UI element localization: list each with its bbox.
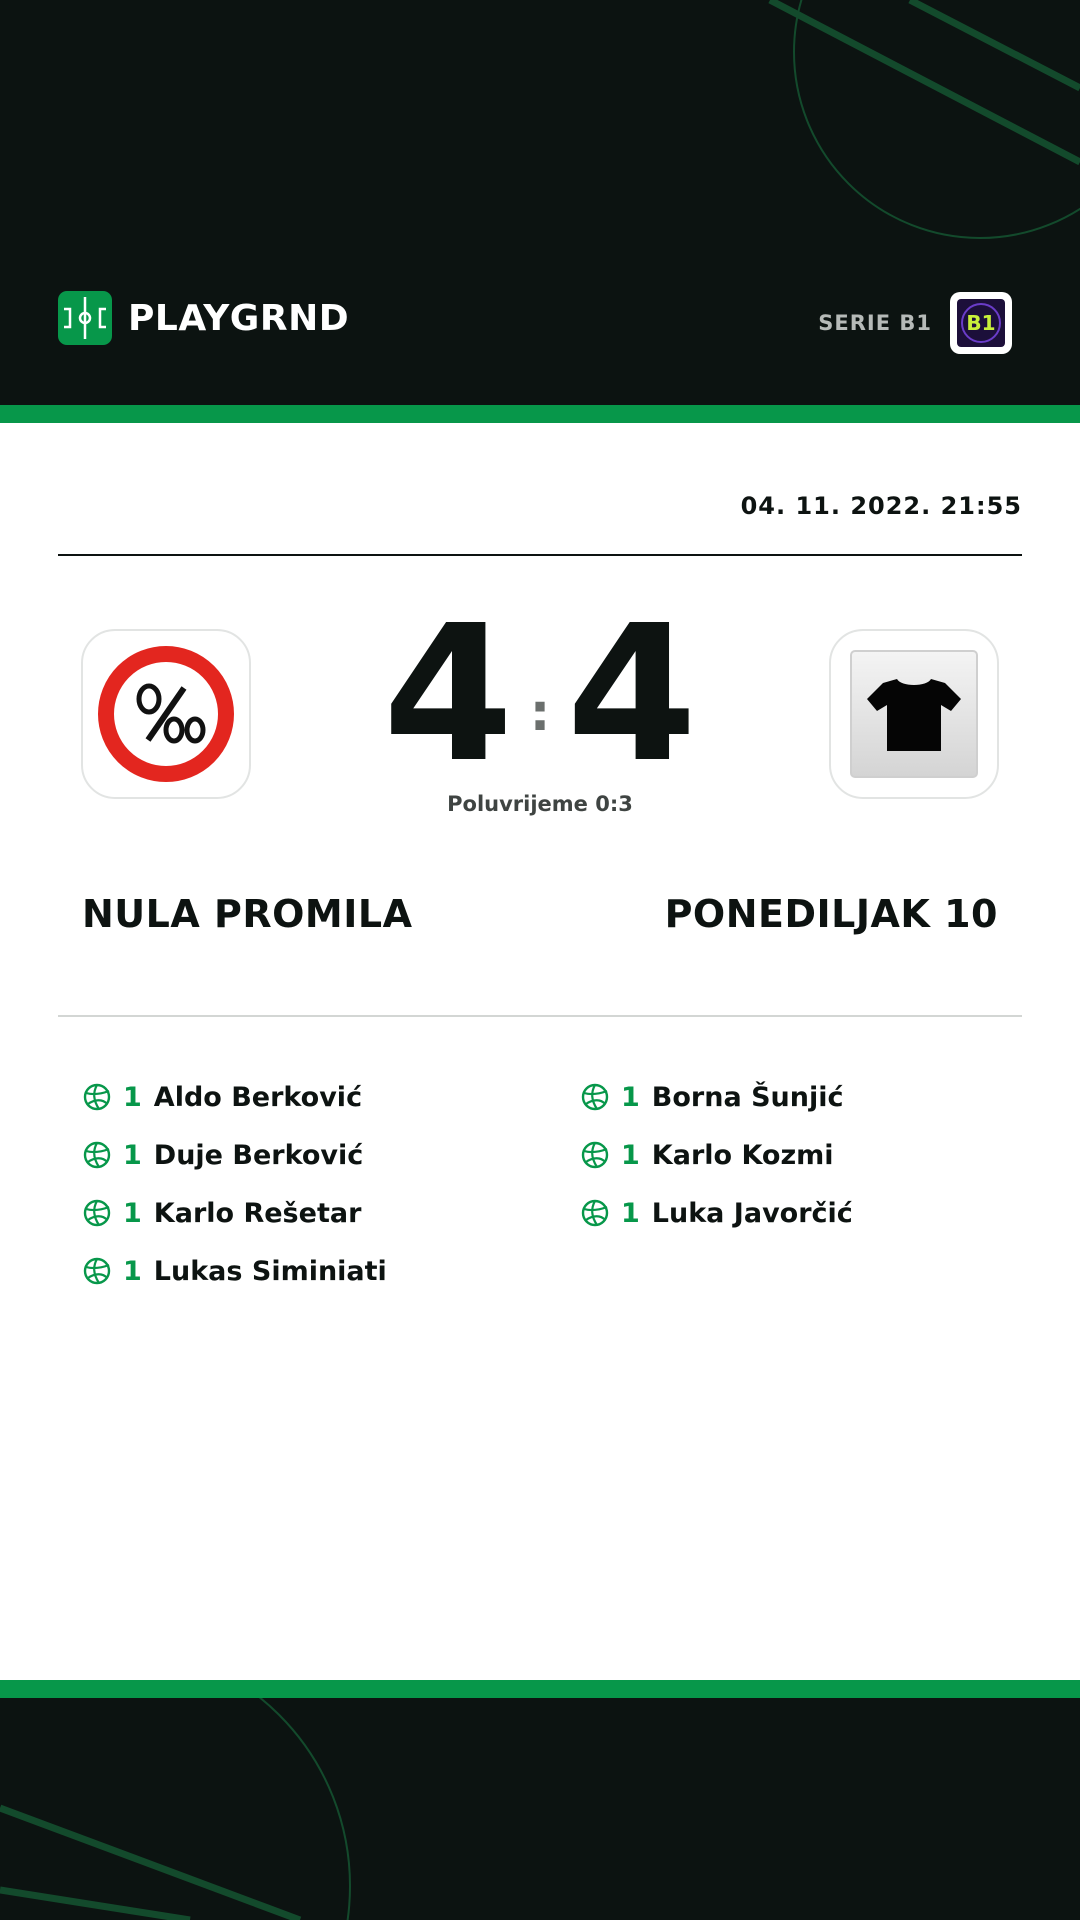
ball-icon (83, 1199, 111, 1227)
away-score: 4 (566, 585, 698, 804)
brand[interactable] (58, 291, 349, 345)
divider (58, 1015, 1022, 1017)
league-badge-icon (957, 299, 1005, 347)
pitch-lines-decoration (0, 1698, 1080, 1920)
scorer-name: Luka Javorčić (651, 1197, 853, 1229)
goal-count: 1 (621, 1081, 640, 1113)
goal-count: 1 (123, 1139, 142, 1171)
ball-icon (83, 1257, 111, 1285)
scorer-name: Aldo Berković (153, 1081, 363, 1113)
ball-icon (581, 1141, 609, 1169)
goal-count: 1 (621, 1139, 640, 1171)
permille-sign-icon (96, 644, 236, 784)
home-scorers-list (83, 1068, 387, 1300)
header (0, 0, 1080, 405)
ball-icon (83, 1083, 111, 1111)
footer (0, 1698, 1080, 1920)
ball-icon (83, 1141, 111, 1169)
list-item (83, 1068, 387, 1126)
league-name: SERIE B1 (818, 311, 932, 335)
goal-count: 1 (123, 1081, 142, 1113)
home-team-name: NULA PROMILA (82, 892, 413, 936)
away-scorers-list (581, 1068, 853, 1242)
goal-count: 1 (123, 1197, 142, 1229)
list-item (581, 1068, 853, 1126)
scorer-name: Borna Šunjić (651, 1081, 844, 1113)
scorer-name: Duje Berković (153, 1139, 364, 1171)
brand-name: PLAYGRND (128, 297, 350, 339)
scorer-name: Karlo Rešetar (153, 1197, 362, 1229)
list-item (83, 1126, 387, 1184)
list-item (83, 1184, 387, 1242)
scorer-name: Karlo Kozmi (651, 1139, 834, 1171)
score-separator: : (529, 683, 551, 743)
list-item (581, 1126, 853, 1184)
league[interactable] (818, 292, 1012, 354)
home-team-logo[interactable] (81, 629, 251, 799)
match-datetime: 04. 11. 2022. 21:55 (740, 492, 1022, 520)
ball-icon (581, 1083, 609, 1111)
scorer-name: Lukas Siminiati (153, 1255, 387, 1287)
pitch-icon (58, 291, 112, 345)
tshirt-icon (847, 647, 981, 781)
away-team-name: PONEDILJAK 10 (664, 892, 998, 936)
goal-count: 1 (123, 1255, 142, 1287)
ball-icon (581, 1199, 609, 1227)
goal-count: 1 (621, 1197, 640, 1229)
divider (58, 554, 1022, 556)
away-team-logo[interactable] (829, 629, 999, 799)
accent-bar-bottom (0, 1680, 1080, 1698)
list-item (83, 1242, 387, 1300)
svg-text:B1: B1 (966, 311, 996, 335)
league-logo (950, 292, 1012, 354)
list-item (581, 1184, 853, 1242)
halftime-score: Poluvrijeme 0:3 (447, 792, 633, 816)
accent-bar-top (0, 405, 1080, 423)
home-score: 4 (382, 585, 514, 804)
